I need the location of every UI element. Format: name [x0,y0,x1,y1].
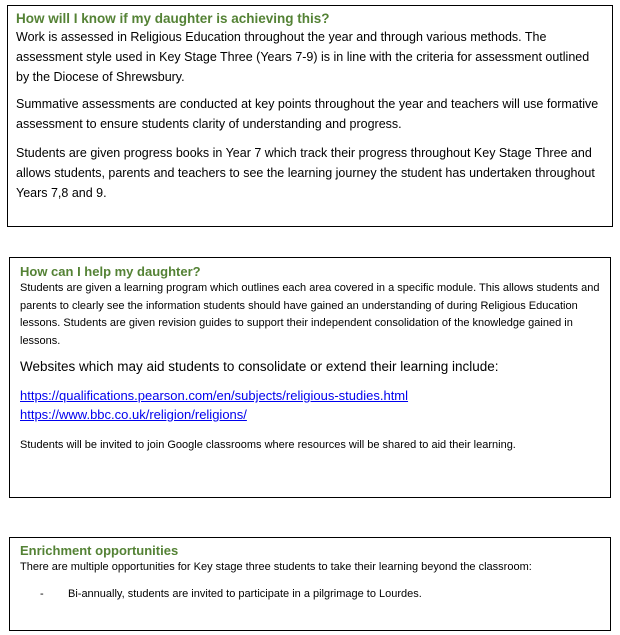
assessment-paragraph-3: Students are given progress books in Year 7 which track their progress throughout Key Stage Three and allows students, parents and teachers to see the learning journey the student has undertaken throughout Years 7,8 and 9. [16,146,595,200]
list-item-text: Bi-annually, students are invited to participate in a pilgrimage to Lourdes. [68,588,422,600]
enrichment-list [20,586,600,603]
assessment-paragraph-1: Work is assessed in Religious Education throughout the year and through various methods. The assessment style used in Key Stage Three (Years 7-9) is in line with the criteria for assessment outlined by the Diocese of Shrewsbury. [16,30,590,84]
link-pearson[interactable]: https://qualifications.pearson.com/en/subjects/religious-studies.html [20,388,409,403]
link-bbc[interactable]: https://www.bbc.co.uk/religion/religions/ [20,407,247,422]
website-links [20,386,600,424]
help-section [9,257,611,498]
assessment-section [7,5,613,227]
bullet-dash: - [40,588,44,600]
help-intro-paragraph: Students are given a learning program which outlines each area covered in a specific module. This allows students and parents to clearly see the information students should have gained an understanding of during Religious Education lessons. Students are given revision guides to support their independent consolidation of the knowledge gained in lessons. [20,282,600,347]
google-classroom-note: Students will be invited to join Google classrooms where resources will be shared to aid their learning. [20,439,516,451]
list-item [20,586,600,603]
assessment-heading: How will I know if my daughter is achieving this? [16,11,330,26]
enrichment-heading: Enrichment opportunities [20,543,179,558]
websites-intro: Websites which may aid students to consolidate or extend their learning include: [20,359,499,374]
enrichment-intro: There are multiple opportunities for Key stage three students to take their learning beyond the classroom: [20,561,532,573]
enrichment-section [9,537,611,631]
assessment-paragraph-2: Summative assessments are conducted at key points throughout the year and teachers will use formative assessment to ensure students clarity of understanding and progress. [16,97,599,131]
help-heading: How can I help my daughter? [20,264,201,279]
